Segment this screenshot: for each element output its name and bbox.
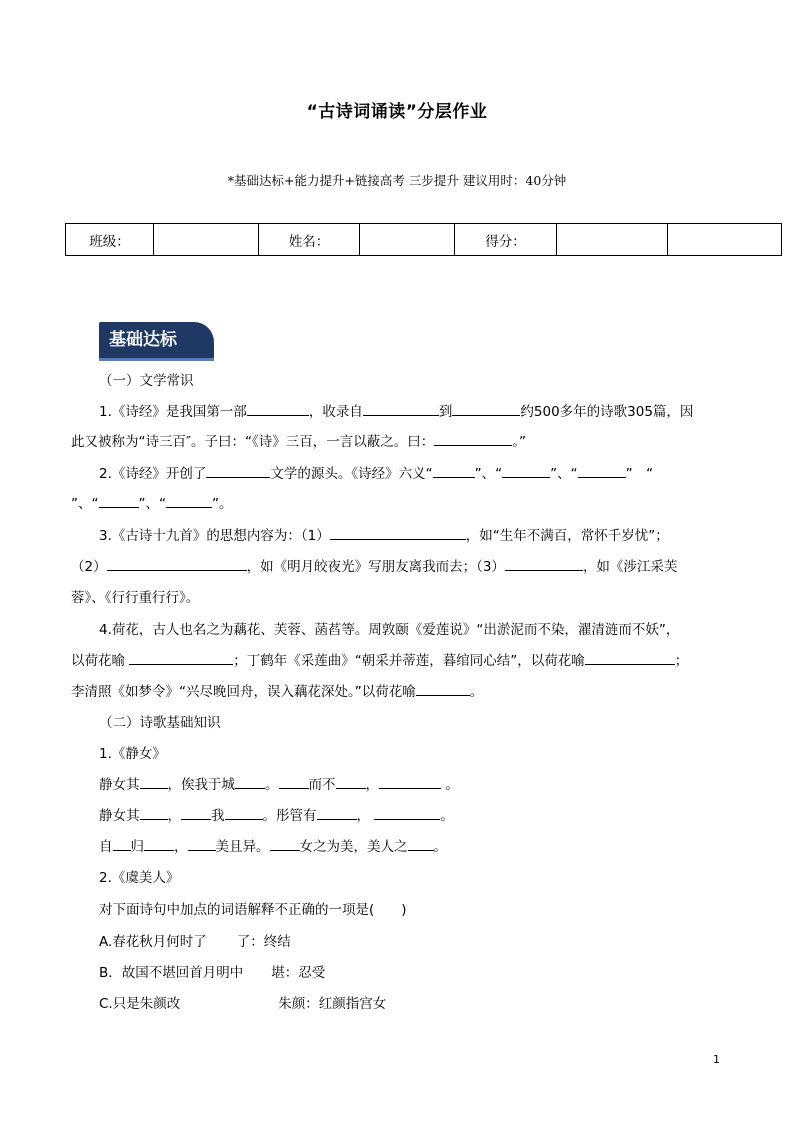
answer-blank[interactable] bbox=[270, 836, 300, 851]
answer-blank[interactable] bbox=[578, 463, 626, 478]
answer-blank[interactable] bbox=[279, 774, 309, 789]
answer-blank[interactable] bbox=[181, 805, 211, 820]
answer-blank[interactable] bbox=[317, 805, 357, 820]
jingnv-line2: 静女其 ， 我 。彤管有 ， 。 bbox=[99, 804, 759, 824]
option-c[interactable]: C.只是朱颜改 朱颜：红颜指宫女 bbox=[99, 996, 387, 1012]
yumeiren-title: 2.《虞美人》 bbox=[99, 870, 180, 886]
answer-blank[interactable] bbox=[434, 431, 512, 446]
option-b[interactable]: B．故国不堪回首月明中 堪：忍受 bbox=[99, 965, 326, 981]
answer-blank[interactable] bbox=[206, 463, 270, 478]
answer-blank[interactable] bbox=[235, 774, 265, 789]
answer-blank[interactable] bbox=[374, 805, 440, 820]
option-a[interactable]: A.春花秋月何时了 了：终结 bbox=[99, 934, 291, 950]
q3-line2: （2） ，如《明月皎夜光》写朋友离我而去；（3） ，如《涉江采芙 bbox=[71, 555, 731, 575]
name-label: 姓名： bbox=[259, 224, 360, 256]
answer-blank[interactable] bbox=[247, 401, 309, 416]
answer-blank[interactable] bbox=[379, 774, 441, 789]
answer-blank[interactable] bbox=[225, 805, 263, 820]
answer-blank[interactable] bbox=[585, 650, 675, 665]
q2-line1: 2.《诗经》开创了 文学的源头。《诗经》六义“ ”、“ ”、“ ” “ bbox=[99, 462, 759, 482]
answer-blank[interactable] bbox=[336, 774, 366, 789]
answer-blank[interactable] bbox=[129, 650, 233, 665]
answer-blank[interactable] bbox=[330, 525, 466, 540]
answer-blank[interactable] bbox=[505, 556, 583, 571]
answer-blank[interactable] bbox=[140, 805, 168, 820]
answer-blank[interactable] bbox=[107, 556, 247, 571]
answer-blank[interactable] bbox=[144, 836, 174, 851]
part1-heading: （一）文学常识 bbox=[99, 373, 194, 389]
answer-blank[interactable] bbox=[363, 401, 439, 416]
jingnv-title: 1.《静女》 bbox=[99, 746, 166, 762]
student-info-table bbox=[65, 223, 782, 256]
answer-blank[interactable] bbox=[140, 774, 168, 789]
section-badge: 基础达标 bbox=[99, 322, 214, 358]
q2-line2: ”、“ ”、“ ”。 bbox=[71, 492, 731, 512]
jingnv-line3: 自 归 ， 美且异。 女之为美，美人之 。 bbox=[99, 835, 759, 855]
extra-field[interactable] bbox=[668, 224, 782, 256]
jingnv-line1: 静女其 ，俟我于城 。 而不 ， 。 bbox=[99, 773, 759, 793]
answer-blank[interactable] bbox=[416, 681, 470, 696]
page-number: 1 bbox=[713, 1053, 720, 1066]
q3-line1: 3.《古诗十九首》的思想内容为：（1） ，如“生年不满百，常怀千岁忧”； bbox=[99, 524, 759, 544]
answer-blank[interactable] bbox=[166, 493, 212, 508]
answer-blank[interactable] bbox=[408, 836, 434, 851]
answer-blank[interactable] bbox=[502, 463, 550, 478]
q1-line1: 1.《诗经》是我国第一部 ，收录自 到 约500多年的诗歌305篇，因 bbox=[99, 400, 759, 420]
part2-heading: （二）诗歌基础知识 bbox=[99, 715, 221, 731]
q4-line1: 4.荷花，古人也名之为藕花、芙蓉、菡萏等。周敦颐《爱莲说》“出淤泥而不染，濯清涟而不妖”， bbox=[99, 622, 680, 638]
q4-line2: 以荷花喻 ；丁鹤年《采莲曲》“朝采并蒂莲，暮绾同心结”，以荷花喻 ； bbox=[71, 649, 731, 669]
q1-line2: 此又被称为“诗三百″。子曰：“《诗》三百，一言以蔽之。曰： 。” bbox=[71, 430, 731, 450]
class-field[interactable] bbox=[154, 224, 259, 256]
answer-blank[interactable] bbox=[188, 836, 216, 851]
yumeiren-prompt: 对下面诗句中加点的词语解释不正确的一项是( ) bbox=[99, 902, 407, 918]
class-label: 班级： bbox=[66, 224, 154, 256]
page-subtitle: *基础达标+能力提升+链接高考 三步提升 建议用时：40分钟 bbox=[227, 173, 567, 188]
q3-line3: 蓉》、《行行重行行》。 bbox=[71, 590, 200, 606]
name-field[interactable] bbox=[360, 224, 455, 256]
answer-blank[interactable] bbox=[99, 493, 139, 508]
score-field[interactable] bbox=[557, 224, 668, 256]
q4-line3: 李清照《如梦令》“兴尽晚回舟，误入藕花深处。”以荷花喻 。 bbox=[71, 680, 731, 700]
page-title: “古诗词诵读”分层作业 bbox=[306, 102, 488, 122]
answer-blank[interactable] bbox=[113, 836, 131, 851]
answer-blank[interactable] bbox=[452, 401, 520, 416]
score-label: 得分： bbox=[455, 224, 557, 256]
answer-blank[interactable] bbox=[433, 463, 475, 478]
